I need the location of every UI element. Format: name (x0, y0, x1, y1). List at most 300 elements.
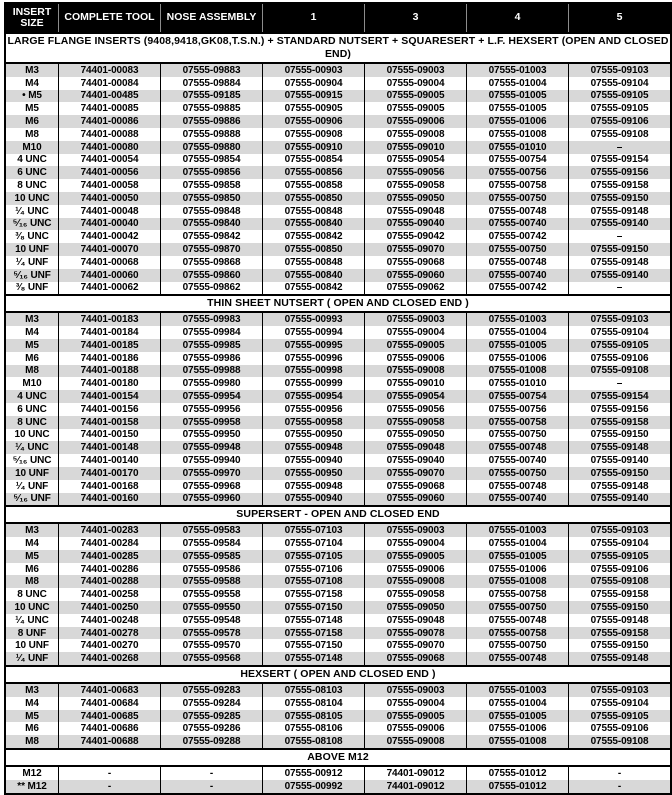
table-row (6, 639, 670, 652)
part-number-cell: 07555-09008 (364, 735, 466, 748)
part-number-cell: - (568, 767, 670, 780)
part-number-cell: 07555-01003 (466, 313, 568, 326)
part-number-cell: 07555-09004 (364, 326, 466, 339)
part-number-cell: 07555-00750 (466, 192, 568, 205)
part-number-cell: 74401-09012 (364, 767, 466, 780)
table-row (6, 192, 670, 205)
table-row (6, 115, 670, 128)
part-number-cell: 74401-00040 (58, 218, 160, 231)
part-number-cell: 07555-00740 (466, 269, 568, 282)
part-number-cell: 07555-09068 (364, 256, 466, 269)
part-number-cell: 07555-00740 (466, 454, 568, 467)
table-row (6, 77, 670, 90)
part-number-cell: 07555-09006 (364, 722, 466, 735)
part-number-cell: 74401-00284 (58, 537, 160, 550)
part-number-cell: 07555-09005 (364, 90, 466, 103)
table-row (6, 179, 670, 192)
part-number-cell: 07555-00848 (262, 256, 364, 269)
part-number-cell: 07555-00999 (262, 377, 364, 390)
part-number-cell: 74401-00683 (58, 684, 160, 697)
table-row (6, 269, 670, 282)
part-number-cell: 07555-01003 (466, 64, 568, 77)
part-number-cell: 07555-09042 (364, 230, 466, 243)
table-row (6, 377, 670, 390)
part-number-cell: 07555-00740 (466, 493, 568, 506)
column-header-3: 3 (364, 4, 466, 32)
part-number-cell: 07555-00903 (262, 64, 364, 77)
table-row (6, 352, 670, 365)
insert-size-cell: M4 (25, 77, 39, 89)
part-number-cell: 74401-00686 (58, 722, 160, 735)
table-row (6, 339, 670, 352)
part-number-cell: - (160, 767, 262, 780)
part-number-cell: 07555-00996 (262, 352, 364, 365)
part-number-cell: 74401-00062 (58, 282, 160, 295)
part-number-cell: 07555-09008 (364, 365, 466, 378)
part-number-cell: 07555-09003 (364, 64, 466, 77)
part-number-cell: 07555-00758 (466, 588, 568, 601)
insert-size-cell: M3 (25, 64, 39, 76)
insert-size-cell: 6 UNC (17, 403, 47, 415)
part-number-cell: 07555-09006 (364, 115, 466, 128)
part-number-cell: 74401-00188 (58, 365, 160, 378)
part-number-cell: 07555-00858 (262, 179, 364, 192)
part-number-cell: 74401-00086 (58, 115, 160, 128)
insert-size-cell: M5 (25, 339, 39, 351)
table-row (6, 710, 670, 723)
table-row (6, 282, 670, 295)
table-row (6, 652, 670, 665)
insert-size-cell: M6 (25, 723, 39, 735)
column-header-complete-tool: COMPLETE TOOL (58, 4, 160, 32)
part-number-cell: 07555-09185 (160, 90, 262, 103)
insert-size-cell: M10 (22, 141, 42, 153)
part-number-cell: 07555-09958 (160, 416, 262, 429)
part-number-cell: 07555-07150 (262, 639, 364, 652)
part-number-cell: 07555-09054 (364, 154, 466, 167)
part-number-cell: 74401-00056 (58, 166, 160, 179)
part-number-cell: 07555-00748 (466, 652, 568, 665)
column-header-5: 5 (568, 4, 670, 32)
part-number-cell: 07555-09585 (160, 550, 262, 563)
part-number-cell: 07555-09104 (568, 326, 670, 339)
part-number-cell: 07555-09550 (160, 601, 262, 614)
table-row (6, 365, 670, 378)
part-number-cell: 07555-01006 (466, 722, 568, 735)
insert-size-cell: M5 (25, 550, 39, 562)
part-number-cell: 07555-09956 (160, 403, 262, 416)
part-number-cell: 07555-00940 (262, 493, 364, 506)
table-row (6, 524, 670, 537)
section-rows (6, 313, 670, 505)
part-number-cell: 74401-00084 (58, 77, 160, 90)
part-number-cell: 07555-08106 (262, 722, 364, 735)
part-number-cell: 07555-00758 (466, 627, 568, 640)
table-row (6, 601, 670, 614)
part-number-cell: - (568, 780, 670, 793)
part-number-cell: 07555-09056 (364, 403, 466, 416)
part-number-cell: 07555-09140 (568, 218, 670, 231)
part-number-cell: 07555-09005 (364, 710, 466, 723)
part-number-cell: 07555-09158 (568, 588, 670, 601)
table-row (6, 128, 670, 141)
part-number-cell: 07555-00958 (262, 416, 364, 429)
part-number-cell: 74401-00085 (58, 102, 160, 115)
part-number-cell: 07555-09058 (364, 179, 466, 192)
part-number-cell: 74401-09012 (364, 780, 466, 793)
table-row (6, 575, 670, 588)
table-row (6, 218, 670, 231)
part-number-cell: 07555-09005 (364, 102, 466, 115)
part-number-cell: 07555-09150 (568, 639, 670, 652)
part-number-cell: 07555-09948 (160, 441, 262, 454)
insert-size-cell: M4 (25, 697, 39, 709)
part-number-cell: 07555-09986 (160, 352, 262, 365)
part-number-cell: 74401-00183 (58, 313, 160, 326)
part-number-cell: 07555-09586 (160, 563, 262, 576)
part-number-cell: 07555-09003 (364, 313, 466, 326)
insert-size-cell: ⁵⁄₁₆ UNF (13, 493, 51, 505)
part-number-cell: 74401-00180 (58, 377, 160, 390)
part-number-cell: 07555-09858 (160, 179, 262, 192)
table-row (6, 243, 670, 256)
table-row (6, 627, 670, 640)
part-number-cell: 07555-09005 (364, 339, 466, 352)
insert-size-cell: M8 (25, 128, 39, 140)
part-number-cell: 07555-09062 (364, 282, 466, 295)
part-number-cell: 07555-00748 (466, 480, 568, 493)
part-number-cell: 07555-00750 (466, 243, 568, 256)
insert-size-cell: 10 UNC (14, 601, 50, 613)
part-number-cell: 07555-09970 (160, 467, 262, 480)
part-number-cell: 74401-00186 (58, 352, 160, 365)
part-number-cell: 07555-09588 (160, 575, 262, 588)
part-number-cell: 07555-09006 (364, 563, 466, 576)
part-number-cell: 07555-09584 (160, 537, 262, 550)
part-number-cell: 07555-09288 (160, 735, 262, 748)
column-header-insert-size: INSERT SIZE (12, 5, 52, 29)
table-row (6, 390, 670, 403)
insert-size-cell: ³⁄₈ UNF (15, 282, 49, 294)
part-number-cell: 07555-09068 (364, 480, 466, 493)
insert-size-cell: ¹⁄₄ UNC (15, 205, 49, 217)
part-number-cell: 07555-09108 (568, 575, 670, 588)
insert-size-cell: M6 (25, 116, 39, 128)
part-number-cell: 74401-00050 (58, 192, 160, 205)
part-number-cell: 07555-00908 (262, 128, 364, 141)
insert-size-cell: M5 (25, 710, 39, 722)
section-rows (6, 524, 670, 665)
part-number-cell: 74401-00158 (58, 416, 160, 429)
insert-size-cell: ¹⁄₄ UNF (15, 653, 49, 665)
table-row (6, 441, 670, 454)
part-number-cell: 07555-09988 (160, 365, 262, 378)
part-number-cell: 07555-09158 (568, 416, 670, 429)
table-row (6, 480, 670, 493)
part-number-cell: 07555-01008 (466, 735, 568, 748)
part-number-cell: 07555-00905 (262, 102, 364, 115)
section-rows (6, 767, 670, 793)
insert-size-cell: 10 UNF (15, 640, 49, 652)
insert-size-cell: 10 UNC (14, 429, 50, 441)
part-number-cell: 07555-07106 (262, 563, 364, 576)
part-number-cell: 07555-00915 (262, 90, 364, 103)
part-number-cell: 74401-00278 (58, 627, 160, 640)
part-number-cell: 07555-09104 (568, 697, 670, 710)
insert-size-cell: M5 (25, 103, 39, 115)
part-number-cell: 07555-09968 (160, 480, 262, 493)
part-number-cell: 74401-00170 (58, 467, 160, 480)
part-number-cell: 07555-01006 (466, 563, 568, 576)
table-row (6, 154, 670, 167)
part-number-cell: 07555-09010 (364, 377, 466, 390)
part-number-cell: 07555-00940 (262, 454, 364, 467)
part-number-cell: 07555-09048 (364, 441, 466, 454)
part-number-cell: 07555-01005 (466, 102, 568, 115)
part-number-cell: 07555-09868 (160, 256, 262, 269)
part-number-cell: 07555-00910 (262, 141, 364, 154)
part-number-cell: 07555-00842 (262, 230, 364, 243)
part-number-cell: 07555-07150 (262, 601, 364, 614)
insert-size-cell: 8 UNC (17, 180, 47, 192)
section-title: HEXSERT ( OPEN AND CLOSED END ) (6, 665, 670, 684)
part-number-cell: 07555-01004 (466, 326, 568, 339)
table-row (6, 416, 670, 429)
part-number-cell: 07555-09140 (568, 493, 670, 506)
part-number-cell: 07555-09150 (568, 429, 670, 442)
part-number-cell: 07555-00754 (466, 390, 568, 403)
insert-size-cell: M3 (25, 684, 39, 696)
part-number-cell: 07555-09148 (568, 614, 670, 627)
part-number-cell: 07555-00750 (466, 639, 568, 652)
part-number-cell: 07555-01010 (466, 141, 568, 154)
part-number-cell: 07555-01003 (466, 684, 568, 697)
part-number-cell: 07555-09060 (364, 269, 466, 282)
section-title: LARGE FLANGE INSERTS (9408,9418,GK08,T.S.N.) + STANDARD NUTSERT + SQUARESERT + L.F. HEXSERT (OPEN AND CLOSED END) (6, 32, 670, 64)
part-number-cell: 07555-09570 (160, 639, 262, 652)
insert-size-cell: M8 (25, 576, 39, 588)
part-number-cell: 07555-09103 (568, 524, 670, 537)
insert-size-cell: M6 (25, 352, 39, 364)
part-number-cell: 07555-00948 (262, 441, 364, 454)
part-number-cell: 07555-09578 (160, 627, 262, 640)
part-number-cell: 07555-09954 (160, 390, 262, 403)
part-number-cell: 07555-09108 (568, 735, 670, 748)
table-row (6, 467, 670, 480)
part-number-cell: 07555-00954 (262, 390, 364, 403)
part-number-cell: 07555-09148 (568, 441, 670, 454)
part-number-cell: 07555-09285 (160, 710, 262, 723)
part-number-cell: 07555-09058 (364, 416, 466, 429)
part-number-cell: 74401-00258 (58, 588, 160, 601)
part-number-cell: 07555-09056 (364, 166, 466, 179)
table-row (6, 454, 670, 467)
table-row (6, 550, 670, 563)
table-row (6, 735, 670, 748)
insert-size-cell: 8 UNF (17, 627, 47, 639)
part-number-cell: 07555-00742 (466, 230, 568, 243)
part-number-cell: 07555-00748 (466, 205, 568, 218)
part-number-cell: 07555-09983 (160, 313, 262, 326)
part-number-cell: 07555-00993 (262, 313, 364, 326)
part-number-cell: 07555-00956 (262, 403, 364, 416)
part-number-cell: 74401-00485 (58, 90, 160, 103)
part-number-cell: 07555-01008 (466, 575, 568, 588)
table-row (6, 767, 670, 780)
part-number-cell: 07555-09284 (160, 697, 262, 710)
part-number-cell: 74401-00150 (58, 429, 160, 442)
part-number-cell: 07555-09548 (160, 614, 262, 627)
part-number-cell: 07555-09150 (568, 243, 670, 256)
insert-size-cell: 4 UNC (17, 391, 47, 403)
part-number-cell: 07555-00758 (466, 416, 568, 429)
part-number-cell: 07555-09940 (160, 454, 262, 467)
part-number-cell: 07555-00758 (466, 179, 568, 192)
part-number-cell: 74401-00684 (58, 697, 160, 710)
insert-size-cell: ¹⁄₄ UNF (15, 256, 49, 268)
part-number-cell: 74401-00168 (58, 480, 160, 493)
part-number-cell: 07555-09886 (160, 115, 262, 128)
column-header-4: 4 (466, 4, 568, 32)
insert-size-cell: 8 UNC (17, 416, 47, 428)
part-number-cell: 07555-07158 (262, 627, 364, 640)
part-number-cell: 74401-00184 (58, 326, 160, 339)
part-number-cell: 07555-09883 (160, 64, 262, 77)
part-number-cell: 74401-00268 (58, 652, 160, 665)
part-number-cell: 07555-00994 (262, 326, 364, 339)
table-row (6, 64, 670, 77)
part-number-cell: 07555-09840 (160, 218, 262, 231)
part-number-cell: 07555-00748 (466, 614, 568, 627)
part-number-cell: 07555-00856 (262, 166, 364, 179)
part-number-cell: 07555-09050 (364, 601, 466, 614)
part-number-cell: 74401-00154 (58, 390, 160, 403)
part-number-cell: 07555-09003 (364, 684, 466, 697)
part-number-cell: 07555-00906 (262, 115, 364, 128)
part-number-cell: 07555-07148 (262, 614, 364, 627)
part-number-cell: 07555-01004 (466, 537, 568, 550)
part-number-cell: 07555-09106 (568, 563, 670, 576)
part-number-cell: 07555-09286 (160, 722, 262, 735)
section-rows (6, 64, 670, 294)
part-number-cell: 07555-09104 (568, 77, 670, 90)
part-number-cell: 07555-00750 (466, 467, 568, 480)
part-number-cell: 07555-00912 (262, 767, 364, 780)
column-header-row (6, 4, 670, 32)
part-number-cell: 07555-09004 (364, 77, 466, 90)
part-number-cell: 74401-00688 (58, 735, 160, 748)
part-number-cell: 07555-09108 (568, 128, 670, 141)
part-number-cell: 07555-09148 (568, 480, 670, 493)
part-number-cell: 07555-09842 (160, 230, 262, 243)
part-number-cell: 74401-00148 (58, 441, 160, 454)
part-number-cell: 07555-09050 (364, 429, 466, 442)
table-row (6, 697, 670, 710)
part-number-cell: 74401-00250 (58, 601, 160, 614)
part-number-cell: 74401-00042 (58, 230, 160, 243)
part-number-cell: 07555-09004 (364, 697, 466, 710)
insert-size-cell: M4 (25, 327, 39, 339)
part-number-cell: 07555-08104 (262, 697, 364, 710)
part-number-cell: 07555-00740 (466, 218, 568, 231)
part-number-cell: 07555-09070 (364, 243, 466, 256)
part-number-cell: 07555-09105 (568, 710, 670, 723)
part-number-cell: 07555-09950 (160, 429, 262, 442)
part-number-cell: 74401-00285 (58, 550, 160, 563)
part-number-cell: 07555-07148 (262, 652, 364, 665)
part-number-cell: 07555-09106 (568, 352, 670, 365)
part-number-cell: 74401-00060 (58, 269, 160, 282)
insert-size-cell: M10 (22, 378, 42, 390)
part-number-cell: 07555-09154 (568, 390, 670, 403)
part-number-cell: 07555-07103 (262, 524, 364, 537)
part-number-cell: 07555-01008 (466, 128, 568, 141)
insert-size-cell: 10 UNF (15, 244, 49, 256)
part-number-cell: 07555-00904 (262, 77, 364, 90)
part-number-cell: 74401-00288 (58, 575, 160, 588)
part-number-cell: 07555-09068 (364, 652, 466, 665)
part-number-cell: 07555-09148 (568, 652, 670, 665)
part-number-cell: 07555-09106 (568, 115, 670, 128)
part-number-cell: - (58, 780, 160, 793)
part-number-cell: 07555-07108 (262, 575, 364, 588)
part-number-cell: 74401-00088 (58, 128, 160, 141)
part-number-cell: 07555-09105 (568, 90, 670, 103)
insert-size-cell: ³⁄₈ UNC (15, 231, 49, 243)
part-number-cell: 07555-09008 (364, 575, 466, 588)
part-number-cell: 74401-00160 (58, 493, 160, 506)
part-number-cell: – (568, 230, 670, 243)
insert-size-cell: ** M12 (17, 780, 47, 792)
part-number-cell: 07555-09054 (364, 390, 466, 403)
part-number-cell: 07555-09158 (568, 627, 670, 640)
part-number-cell: 74401-00048 (58, 205, 160, 218)
part-number-cell: 07555-09104 (568, 537, 670, 550)
part-number-cell: 74401-00156 (58, 403, 160, 416)
part-number-cell: 07555-09105 (568, 339, 670, 352)
insert-size-cell: M4 (25, 537, 39, 549)
part-number-cell: 07555-09058 (364, 588, 466, 601)
insert-size-cell: • M5 (22, 90, 42, 102)
part-number-cell: 07555-07104 (262, 537, 364, 550)
part-number-cell: - (58, 767, 160, 780)
part-number-cell: 07555-09154 (568, 154, 670, 167)
insert-size-cell: 10 UNC (14, 192, 50, 204)
column-header-nose-assembly: NOSE ASSEMBLY (160, 4, 262, 32)
part-number-cell: 07555-09156 (568, 166, 670, 179)
part-number-cell: 07555-00992 (262, 780, 364, 793)
part-number-cell: 07555-09150 (568, 601, 670, 614)
column-header-1: 1 (262, 4, 364, 32)
part-number-cell: 74401-00080 (58, 141, 160, 154)
part-number-cell: 07555-09583 (160, 524, 262, 537)
part-number-cell: 07555-09008 (364, 128, 466, 141)
part-number-cell: 07555-09856 (160, 166, 262, 179)
part-number-cell: 07555-09888 (160, 128, 262, 141)
part-number-cell: 07555-09558 (160, 588, 262, 601)
part-number-cell: 07555-09568 (160, 652, 262, 665)
part-number-cell: 07555-07158 (262, 588, 364, 601)
part-number-cell: 07555-08108 (262, 735, 364, 748)
part-number-cell: 07555-01008 (466, 365, 568, 378)
parts-table (4, 2, 672, 795)
table-row (6, 102, 670, 115)
part-number-cell: 07555-09156 (568, 403, 670, 416)
part-number-cell: 07555-00848 (262, 205, 364, 218)
part-number-cell: 07555-00840 (262, 218, 364, 231)
part-number-cell: 07555-00950 (262, 467, 364, 480)
part-number-cell: - (160, 780, 262, 793)
